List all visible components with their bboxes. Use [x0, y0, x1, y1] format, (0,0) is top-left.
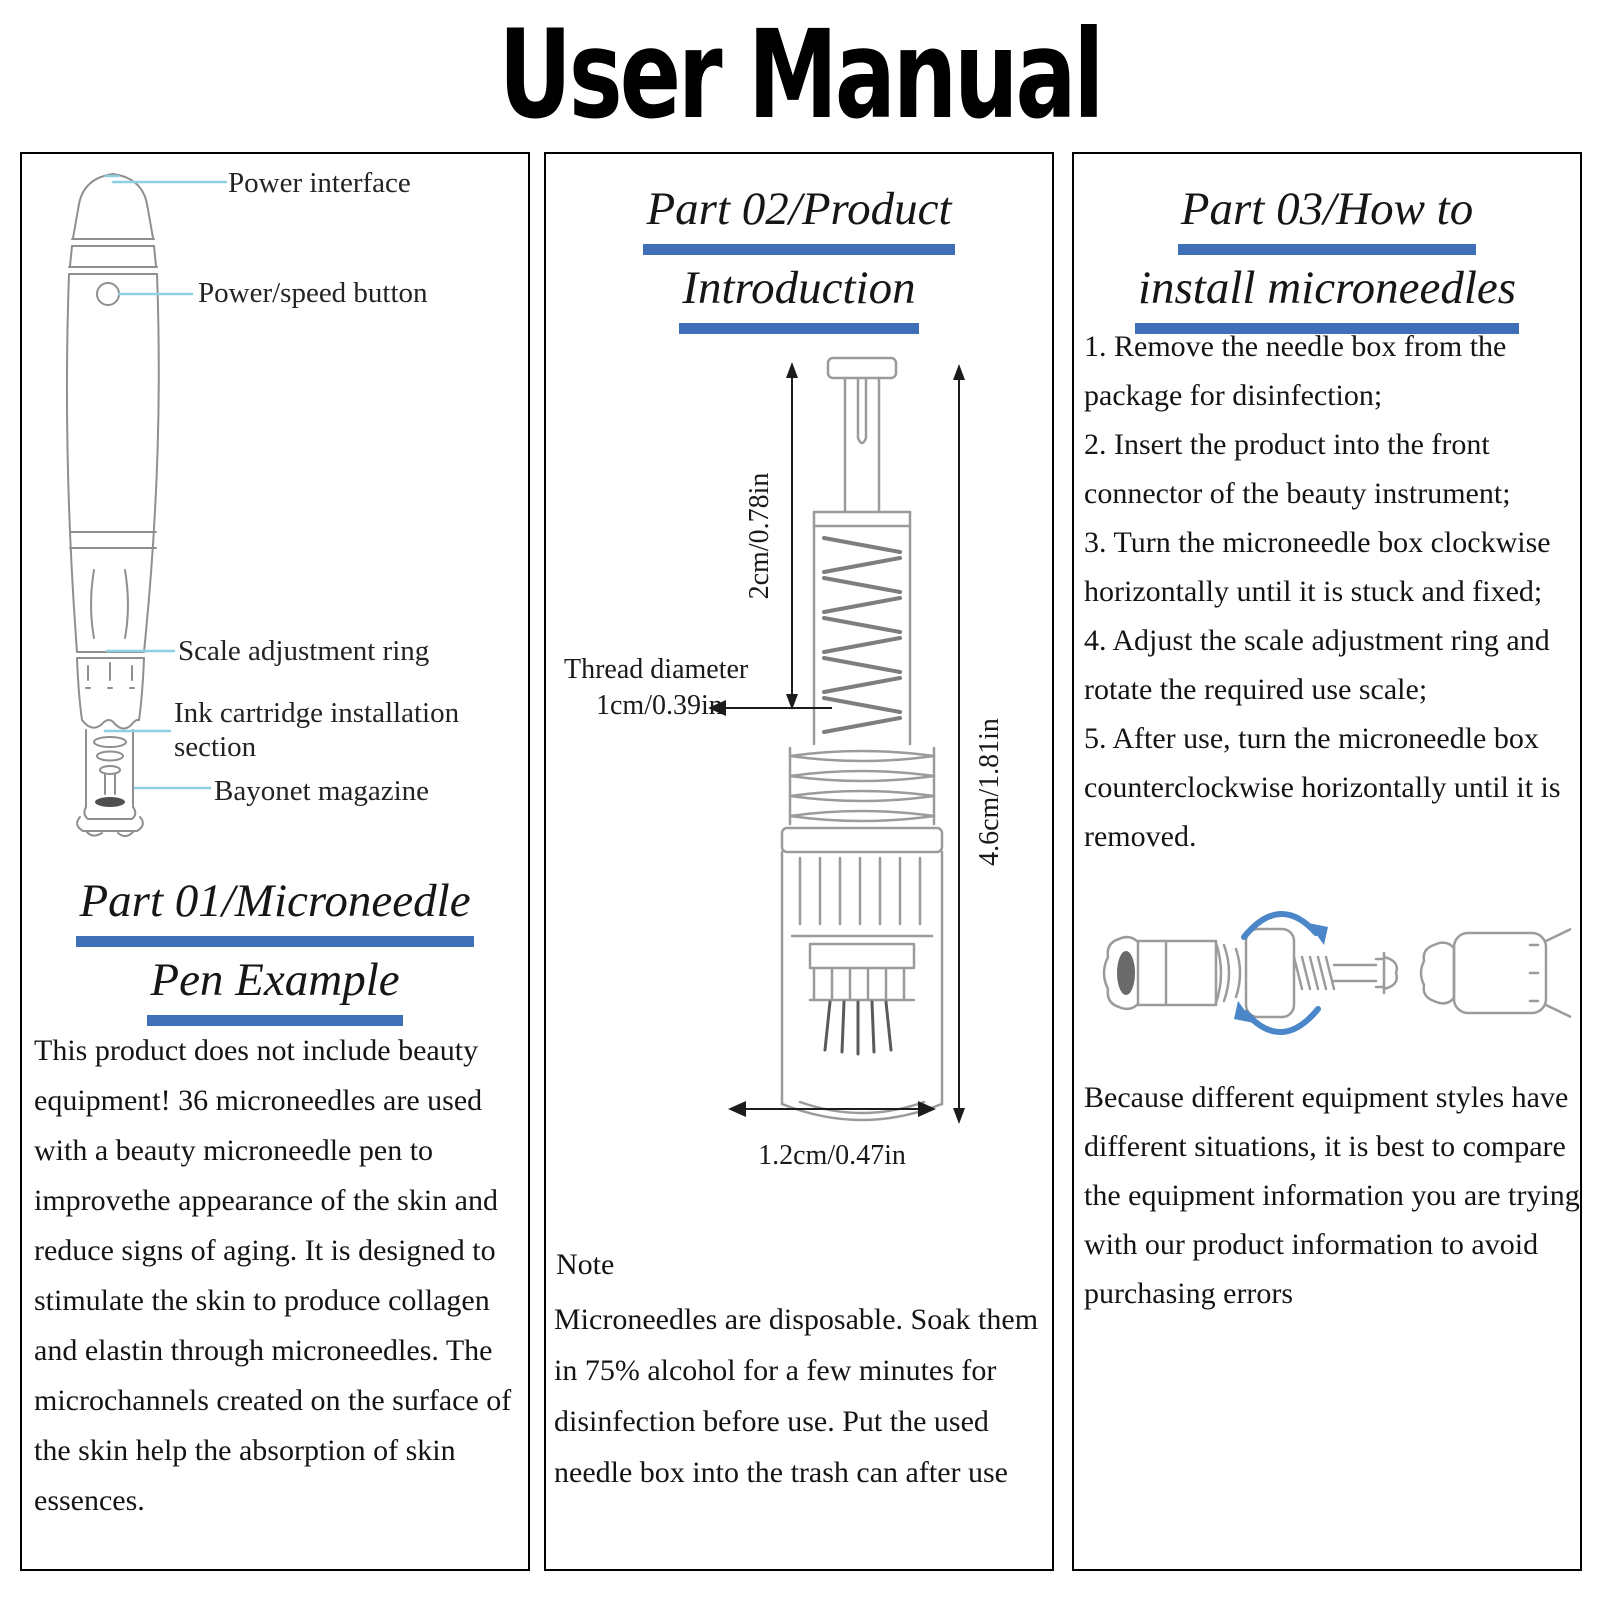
pen-outline [67, 174, 159, 836]
panel-product-introduction [544, 152, 1054, 1571]
pen-body-side-view [1421, 929, 1571, 1017]
install-step-3: 3. Turn the microneedle box clockwise horizontally until it is stuck and fixed; [1084, 526, 1551, 608]
label-power-interface: Power interface [228, 167, 411, 199]
cartridge-outline [782, 358, 942, 1120]
scale-ring-ticks [88, 663, 132, 680]
install-step-5: 5. After use, turn the microneedle box counterclockwise horizontally until it is removed. [1084, 722, 1561, 853]
dimension-arrow-total-height [953, 364, 965, 1124]
installation-diagram [1086, 885, 1571, 1062]
dimension-arrow-plunger-height [786, 362, 798, 710]
heading-part-03-line2: install microneedles [1135, 255, 1519, 334]
panel-microneedle-pen-example [20, 152, 530, 1571]
cartridge-side-view [1104, 929, 1397, 1017]
label-scale-adjustment-ring: Scale adjustment ring [178, 635, 430, 667]
note-title: Note [556, 1248, 615, 1281]
heading-part-02-line2: Introduction [679, 255, 918, 334]
install-step-4: 4. Adjust the scale adjustment ring and rotate the required use scale; [1084, 624, 1550, 706]
part-01-body-text: This product does not include beauty equipment! 36 microneedles are used with a beauty microneedle pen to improvethe appearance of the skin and reduce signs of aging. It is designed to stimulate the skin to produce collagen and elastin through microneedles. The microchannels created on the surface of the skin help the absorption of skin essences. [34, 1034, 512, 1517]
heading-part-03-line1: Part 03/How to [1178, 176, 1476, 255]
microneedles [825, 1002, 891, 1054]
page-title: User Manual [498, 4, 1102, 146]
heading-part-02 [546, 176, 1052, 334]
dim-label-plunger-height: 2cm/0.78in [744, 472, 775, 600]
panel-how-to-install [1072, 152, 1582, 1571]
heading-part-03 [1074, 176, 1580, 334]
install-step-2: 2. Insert the product into the front connector of the beauty instrument; [1084, 428, 1511, 510]
dim-label-thread-diameter: Thread diameter [564, 654, 749, 685]
dim-label-outer-diameter: 1.2cm/0.47in [758, 1140, 906, 1171]
heading-part-01-line1: Part 01/Microneedle [76, 868, 473, 947]
power-button-circle [97, 283, 119, 305]
install-step-1: 1. Remove the needle box from the package for disinfection; [1084, 330, 1507, 412]
cartridge-opening-dark [1117, 951, 1135, 995]
part-03-body-text: Because different equipment styles have different situations, it is best to compare the equipment information you are trying with our product information to avoid purchasing errors [1084, 1081, 1580, 1310]
cartridge-ribs [800, 858, 920, 924]
heading-part-01-line2: Pen Example [147, 947, 402, 1026]
heading-part-01 [22, 868, 528, 1026]
label-power-speed-button: Power/speed button [198, 277, 428, 309]
cartridge-spring [824, 538, 900, 732]
dim-label-total-height: 4.6cm/1.81in [974, 718, 1005, 866]
dim-label-thread-size: 1cm/0.39in [596, 690, 723, 721]
install-steps-list [1084, 322, 1582, 861]
bayonet-dark-opening [95, 797, 125, 807]
heading-part-02-line1: Part 02/Product [643, 176, 954, 255]
label-ink-cartridge-installation-section: Ink cartridge installation section [174, 697, 460, 763]
label-bayonet-magazine: Bayonet magazine [214, 775, 429, 807]
note-body: Microneedles are disposable. Soak them in 75% alcohol for a few minutes for disinfection before use. Put the used needle box into the trash can after use [554, 1303, 1039, 1489]
needle-cartridge-diagram [562, 352, 1040, 1174]
